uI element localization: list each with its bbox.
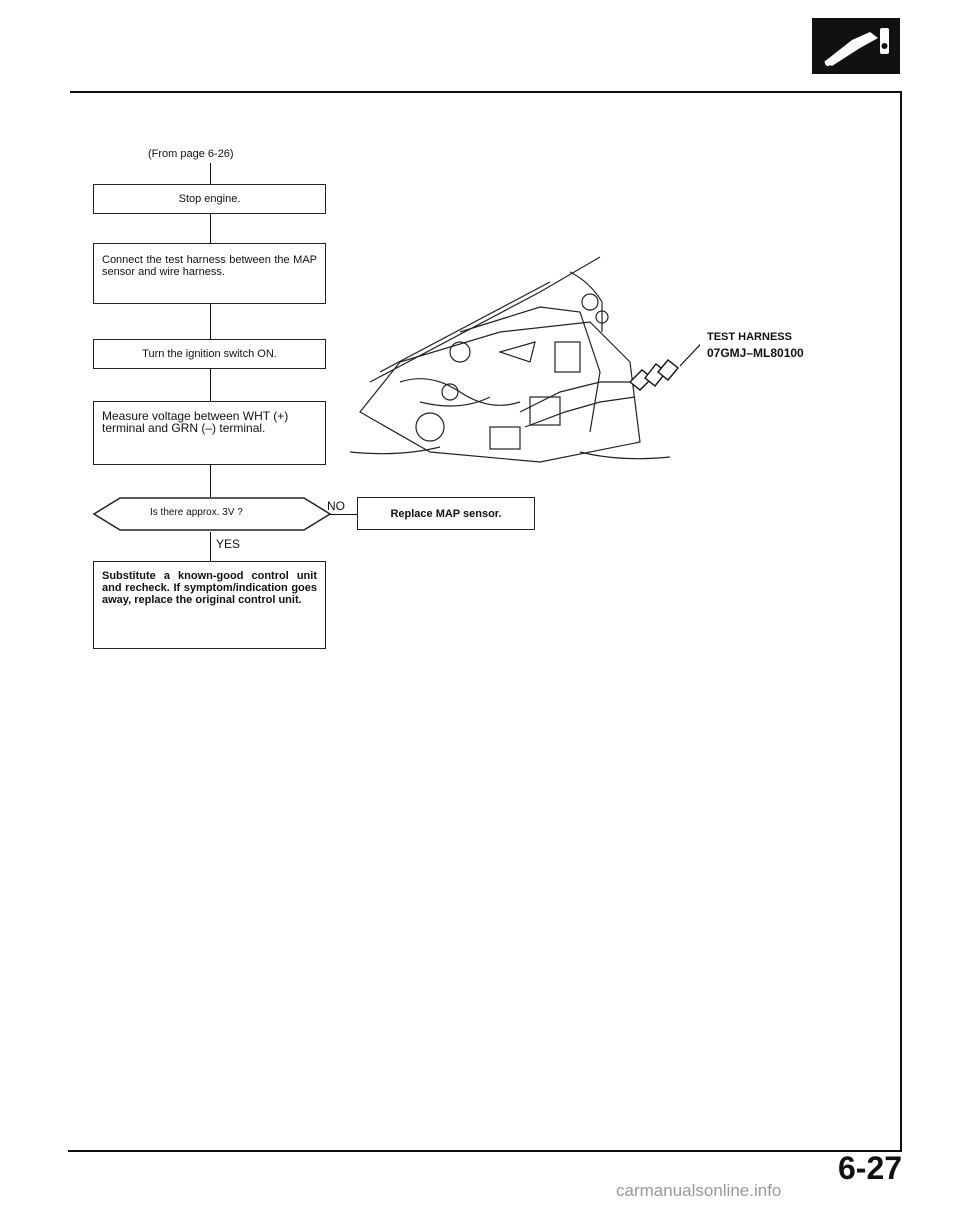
from-page-note: (From page 6-26) [148, 148, 234, 160]
connector-5 [210, 465, 211, 497]
page-number: 6-27 [838, 1150, 903, 1186]
step-ignition-on: Turn the ignition switch ON. [93, 339, 326, 369]
top-rule [70, 91, 902, 93]
connector-2 [210, 214, 211, 244]
fuel-injector-icon [812, 18, 900, 74]
connector-6 [210, 532, 211, 562]
test-harness-part-number: 07GMJ–ML80100 [707, 346, 804, 360]
decision-text: Is there approx. 3V ? [150, 507, 243, 518]
step-connect-harness: Connect the test harness between the MAP sensor and wire harness. [93, 243, 326, 304]
test-harness-title: TEST HARNESS [707, 331, 792, 343]
replace-map-sensor-box: Replace MAP sensor. [357, 497, 535, 530]
test-harness-illustration [340, 252, 700, 472]
connector-4 [210, 369, 211, 402]
no-label: NO [327, 499, 345, 513]
no-branch-line [330, 514, 358, 515]
watermark: carmanualsonline.info [616, 1181, 782, 1200]
connector-1 [210, 163, 211, 185]
step-measure-voltage: Measure voltage between WHT (+) terminal and GRN (–) terminal. [93, 401, 326, 465]
substitute-control-unit-box: Substitute a known-good control unit and recheck. If symptom/indication goes away, replace the original control unit. [93, 561, 326, 649]
yes-label: YES [216, 537, 241, 551]
step-stop-engine: Stop engine. [93, 184, 326, 214]
connector-3 [210, 304, 211, 340]
bottom-rule [68, 1150, 902, 1152]
right-border [900, 91, 902, 1151]
